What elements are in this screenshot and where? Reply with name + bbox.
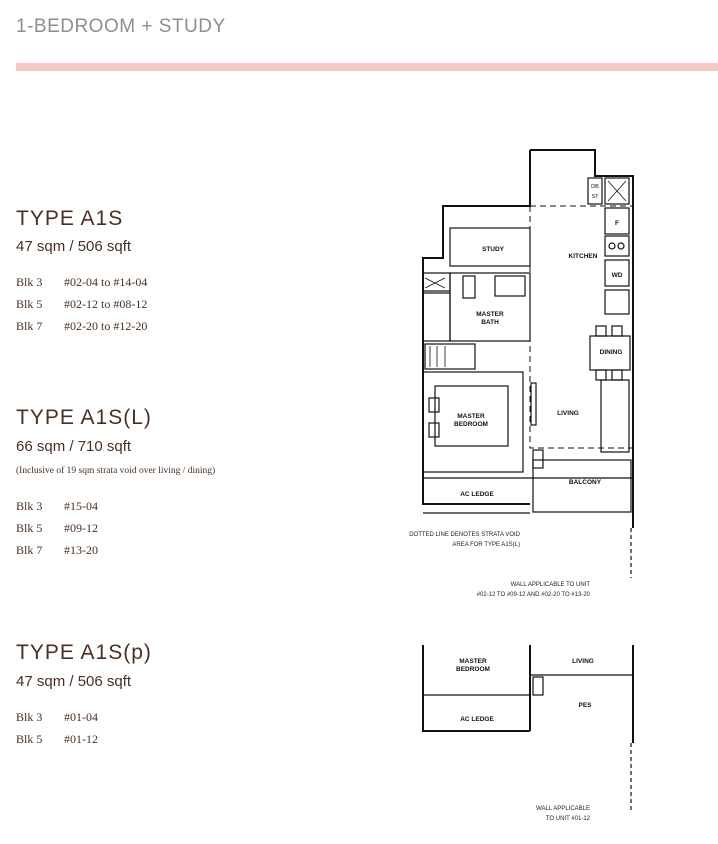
unit-range: #13-20 [64, 543, 98, 557]
unit-range: #09-12 [64, 521, 98, 535]
unit-blk: Blk 7 [16, 319, 43, 333]
type-a1s-area: 47 sqm / 506 sqft [16, 238, 132, 255]
unit-row [16, 495, 98, 517]
type-a1sl-area: 66 sqm / 710 sqft [16, 438, 132, 455]
label-balcony: BALCONY [568, 479, 602, 486]
type-a1sp-title: TYPE A1S(p) [16, 641, 152, 664]
callout-wall [430, 580, 590, 600]
label-washer: WD [611, 272, 623, 279]
label-kitchen: KITCHEN [568, 253, 598, 260]
unit-range: #02-12 to #08-12 [64, 297, 148, 311]
label-master-bedroom-2: BEDROOM [454, 421, 488, 428]
unit-blk: Blk 5 [16, 732, 43, 746]
label-p-pes: PES [578, 702, 592, 709]
label-master-bath-1: MASTER [476, 311, 504, 318]
type-a1s-title: TYPE A1S [16, 207, 124, 230]
callout-wall-line-1: WALL APPLICABLE TO UNIT [510, 582, 590, 588]
callout-dotted-line-2: AREA FOR TYPE A1S(L) [452, 542, 520, 548]
label-st: ST [591, 194, 599, 200]
type-a1sl-units [16, 495, 98, 561]
label-fridge: F [615, 220, 619, 227]
unit-blk: Blk 5 [16, 297, 43, 311]
unit-row [16, 539, 98, 561]
callout-wall-p-line-2: TO UNIT #01-12 [545, 816, 590, 822]
label-master-bath-2: BATH [481, 319, 499, 326]
type-a1s-units [16, 271, 147, 337]
unit-blk: Blk 3 [16, 710, 43, 724]
label-p-living: LIVING [572, 658, 594, 665]
unit-blk: Blk 3 [16, 275, 43, 289]
callout-dotted [360, 530, 520, 550]
callout-wall-line-2: #02-12 TO #09-12 AND #02-20 TO #13-20 [476, 592, 590, 598]
callout-wall-p [430, 804, 590, 824]
unit-range: #01-04 [64, 710, 98, 724]
label-ac-ledge: AC LEDGE [460, 491, 494, 498]
label-dining: DINING [599, 349, 623, 356]
label-p-ac-ledge: AC LEDGE [460, 716, 494, 723]
callout-dotted-line-1: DOTTED LINE DENOTES STRATA VOID [409, 532, 520, 538]
type-a1sl-title: TYPE A1S(L) [16, 406, 152, 429]
unit-row [16, 315, 147, 337]
unit-range: #02-20 to #12-20 [64, 319, 148, 333]
type-a1sp-units [16, 706, 98, 750]
floor-plan-a1s [405, 148, 645, 583]
label-p-master-bedroom-1: MASTER [459, 658, 487, 665]
unit-blk: Blk 5 [16, 521, 43, 535]
unit-row [16, 728, 98, 750]
label-master-bedroom-1: MASTER [457, 413, 485, 420]
unit-row [16, 293, 147, 315]
unit-range: #15-04 [64, 499, 98, 513]
callout-wall-p-line-1: WALL APPLICABLE [536, 806, 590, 812]
unit-range: #01-12 [64, 732, 98, 746]
label-p-master-bedroom-2: BEDROOM [456, 666, 490, 673]
unit-range: #02-04 to #14-04 [64, 275, 148, 289]
label-study: STUDY [481, 246, 505, 253]
unit-blk: Blk 3 [16, 499, 43, 513]
unit-blk: Blk 7 [16, 543, 43, 557]
page-title: 1-BEDROOM + STUDY [16, 16, 226, 37]
unit-row [16, 706, 98, 728]
label-db: DB [591, 184, 599, 190]
unit-row [16, 517, 98, 539]
type-a1sp-area: 47 sqm / 506 sqft [16, 673, 132, 690]
floor-plan-a1sp [405, 643, 645, 823]
header-rule [16, 63, 718, 71]
unit-row [16, 271, 147, 293]
label-living: LIVING [557, 410, 579, 417]
type-a1sl-note: (Inclusive of 19 sqm strata void over living / dining) [16, 466, 216, 476]
